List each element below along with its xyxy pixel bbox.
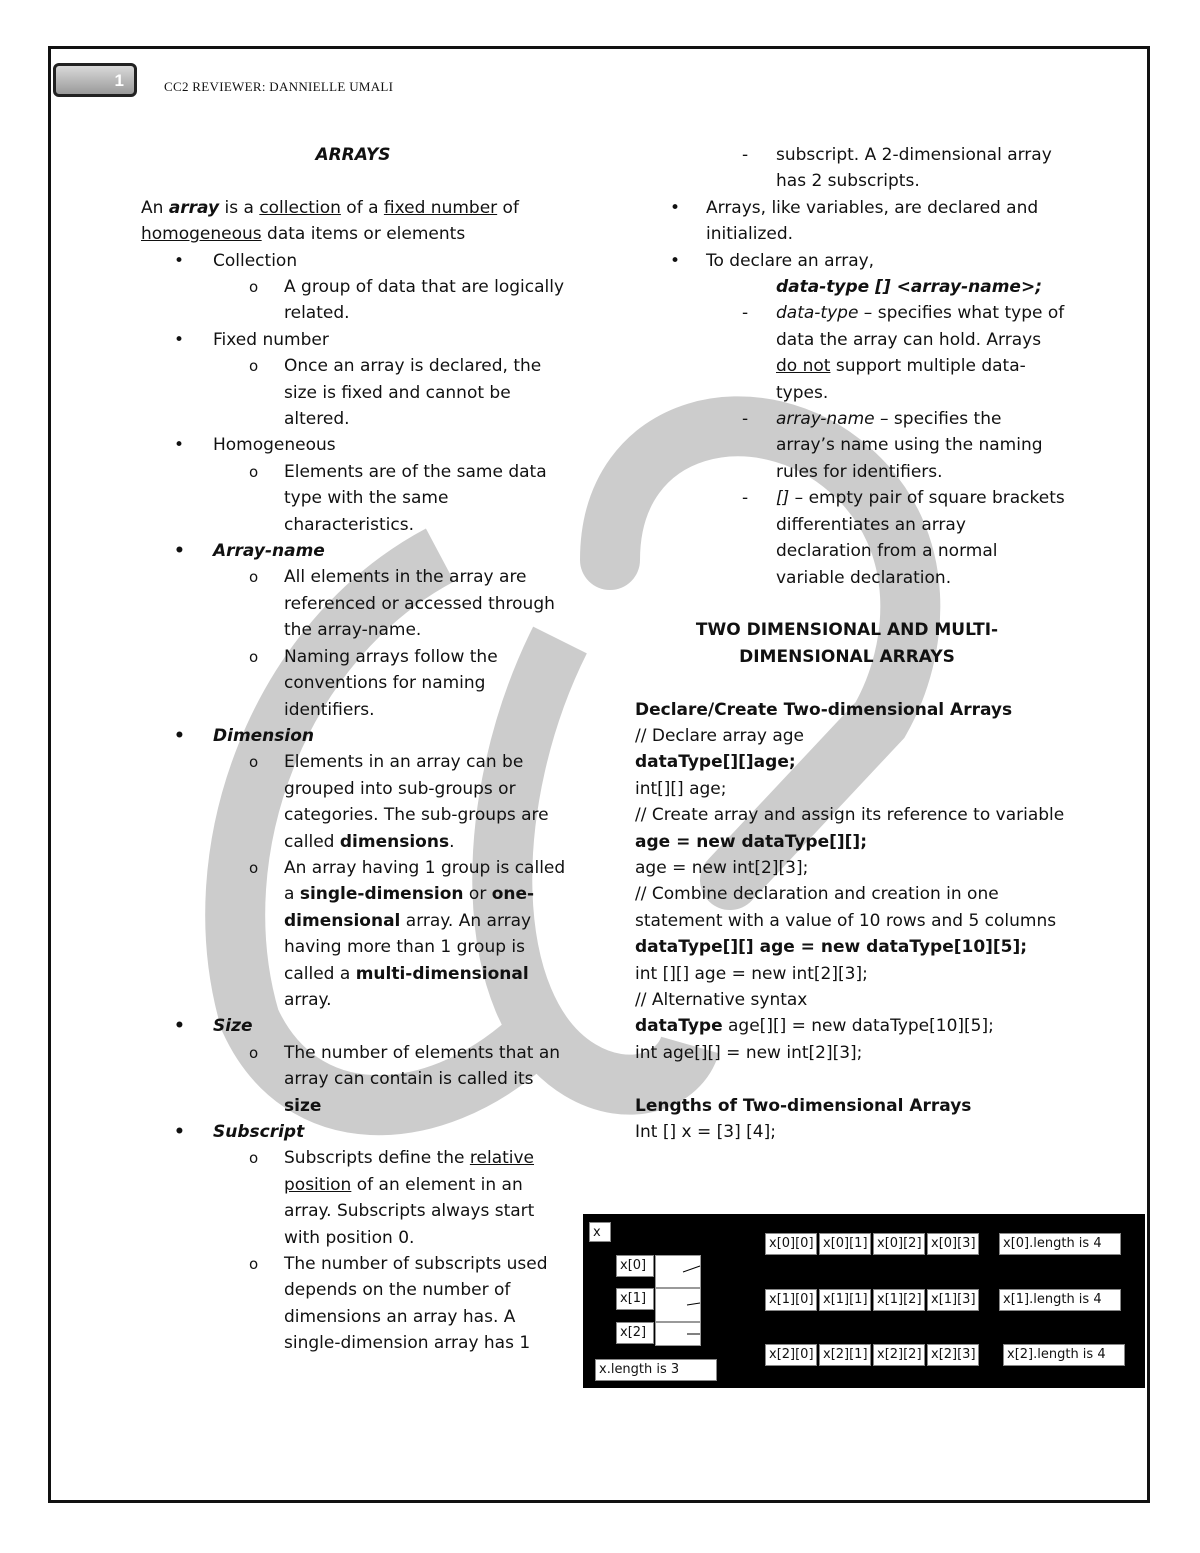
x-length-label: x.length is 3: [595, 1359, 717, 1381]
code-line: int[][] age;: [635, 778, 727, 799]
dash-brackets: - [] – empty pair of square brackets differentiates an array declaration from a normal variable declaration.: [635, 485, 1065, 591]
sub-subscript-2: o The number of subscripts used depends on the number of dimensions an array has. A single-dimension array has 1: [141, 1251, 571, 1357]
array-cell: x[2][1]: [819, 1344, 871, 1366]
code-line: age = new dataType[][];: [635, 831, 867, 852]
bullet-declared-initialized: • Arrays, like variables, are declared and initialized.: [635, 195, 1065, 248]
row-ref-label: x[2]: [616, 1322, 654, 1344]
bullet-dimension: • Dimension: [141, 723, 571, 749]
bullet-to-declare: • To declare an array,: [635, 248, 1065, 274]
bullet-array-name: • Array-name: [141, 538, 571, 564]
array-cell: x[1][1]: [819, 1289, 871, 1311]
section-title-line-1: TWO DIMENSIONAL AND MULTI-: [695, 620, 999, 641]
arrays-title: ARRAYS: [315, 145, 391, 165]
sub-array-name-1: o All elements in the array are referenced or accessed through the array-name.: [141, 564, 571, 643]
dash-data-type: - data-type – specifies what type of data the array can hold. Arrays do not support multiple data-types.: [635, 300, 1065, 406]
sub-collection: o A group of data that are logically related.: [141, 274, 571, 327]
code-line: // Alternative syntax: [635, 989, 808, 1010]
array-cell: x[2][0]: [765, 1344, 817, 1366]
array-cell: x[0][0]: [765, 1233, 817, 1255]
bullet-fixed-number: • Fixed number: [141, 327, 571, 353]
bullet-size: • Size: [141, 1013, 571, 1039]
sub-subscript-1: o Subscripts define the relative position of an element in an array. Subscripts always start with position 0.: [141, 1145, 571, 1251]
x-variable-box: x: [589, 1222, 611, 1242]
array-cell: x[0][3]: [927, 1233, 979, 1255]
row-ref-label: x[0]: [616, 1255, 654, 1277]
right-column: [635, 142, 1065, 1145]
sub-dimension-2: o An array having 1 group is called a single-dimension or one-dimensional array. An array having more than 1 group is called a multi-dimensional array.: [141, 855, 571, 1013]
array-cell: x[2][2]: [873, 1344, 925, 1366]
lengths-code: Int [] x = [3] [4];: [635, 1121, 776, 1142]
pointer-arrow: [683, 1266, 700, 1272]
pointer-arrows: [583, 1214, 1145, 1388]
code-line: int [][] age = new int[2][3];: [635, 963, 868, 984]
row-ref-label: x[1]: [616, 1288, 654, 1310]
array-cell: x[0][1]: [819, 1233, 871, 1255]
sub-array-name-2: o Naming arrays follow the conventions for naming identifiers.: [141, 644, 571, 723]
bullet-homogeneous: • Homogeneous: [141, 432, 571, 458]
declare-heading: Declare/Create Two-dimensional Arrays: [635, 699, 1013, 720]
code-line: // Create array and assign its reference to variable: [635, 805, 1065, 826]
row-length-label: x[1].length is 4: [999, 1289, 1121, 1311]
array-definition: An array is a collection of a fixed number of homogeneous data items or elements: [141, 197, 519, 245]
sub-fixed-number: o Once an array is declared, the size is fixed and cannot be altered.: [141, 353, 571, 432]
subscript-continuation: - subscript. A 2-dimensional array has 2 subscripts.: [635, 142, 1065, 195]
sub-dimension-1: o Elements in an array can be grouped into sub-groups or categories. The sub-groups are called dimensions.: [141, 749, 571, 855]
code-line: dataType age[][] = new dataType[10][5];: [635, 1016, 994, 1037]
array-cell: x[1][3]: [927, 1289, 979, 1311]
pointer-arrow: [687, 1303, 700, 1305]
page-number: 1: [114, 71, 124, 90]
array-cell: x[0][2]: [873, 1233, 925, 1255]
code-line: int age[][] = new int[2][3];: [635, 1042, 863, 1063]
row-length-label: x[2].length is 4: [1003, 1344, 1125, 1366]
dash-array-name: - array-name – specifies the array’s name using the naming rules for identifiers.: [635, 406, 1065, 485]
declare-syntax: data-type [] <array-name>;: [776, 277, 1043, 298]
header-title: CC2 REVIEWER: DANNIELLE UMALI: [164, 79, 394, 94]
code-line: age = new int[2][3];: [635, 857, 809, 878]
left-column: [141, 142, 571, 1357]
sub-homogeneous: o Elements are of the same data type with the same characteristics.: [141, 459, 571, 538]
bullet-subscript: • Subscript: [141, 1119, 571, 1145]
code-line: // Declare array age: [635, 725, 805, 746]
row-length-label: x[0].length is 4: [999, 1233, 1121, 1255]
section-title-line-2: DIMENSIONAL ARRAYS: [739, 646, 955, 667]
array-cell: x[1][0]: [765, 1289, 817, 1311]
code-line: // Combine declaration and creation in one statement with a value of 10 rows and 5 columns: [635, 884, 1057, 931]
code-line: dataType[][] age = new dataType[10][5];: [635, 937, 1028, 958]
lengths-heading: Lengths of Two-dimensional Arrays: [635, 1095, 972, 1116]
code-line: dataType[][]age;: [635, 752, 796, 773]
array-cell: x[1][2]: [873, 1289, 925, 1311]
sub-size: o The number of elements that an array can contain is called its size: [141, 1040, 571, 1119]
array-cell: x[2][3]: [927, 1344, 979, 1366]
bullet-collection: • Collection: [141, 248, 571, 274]
array-diagram: [583, 1214, 1145, 1388]
